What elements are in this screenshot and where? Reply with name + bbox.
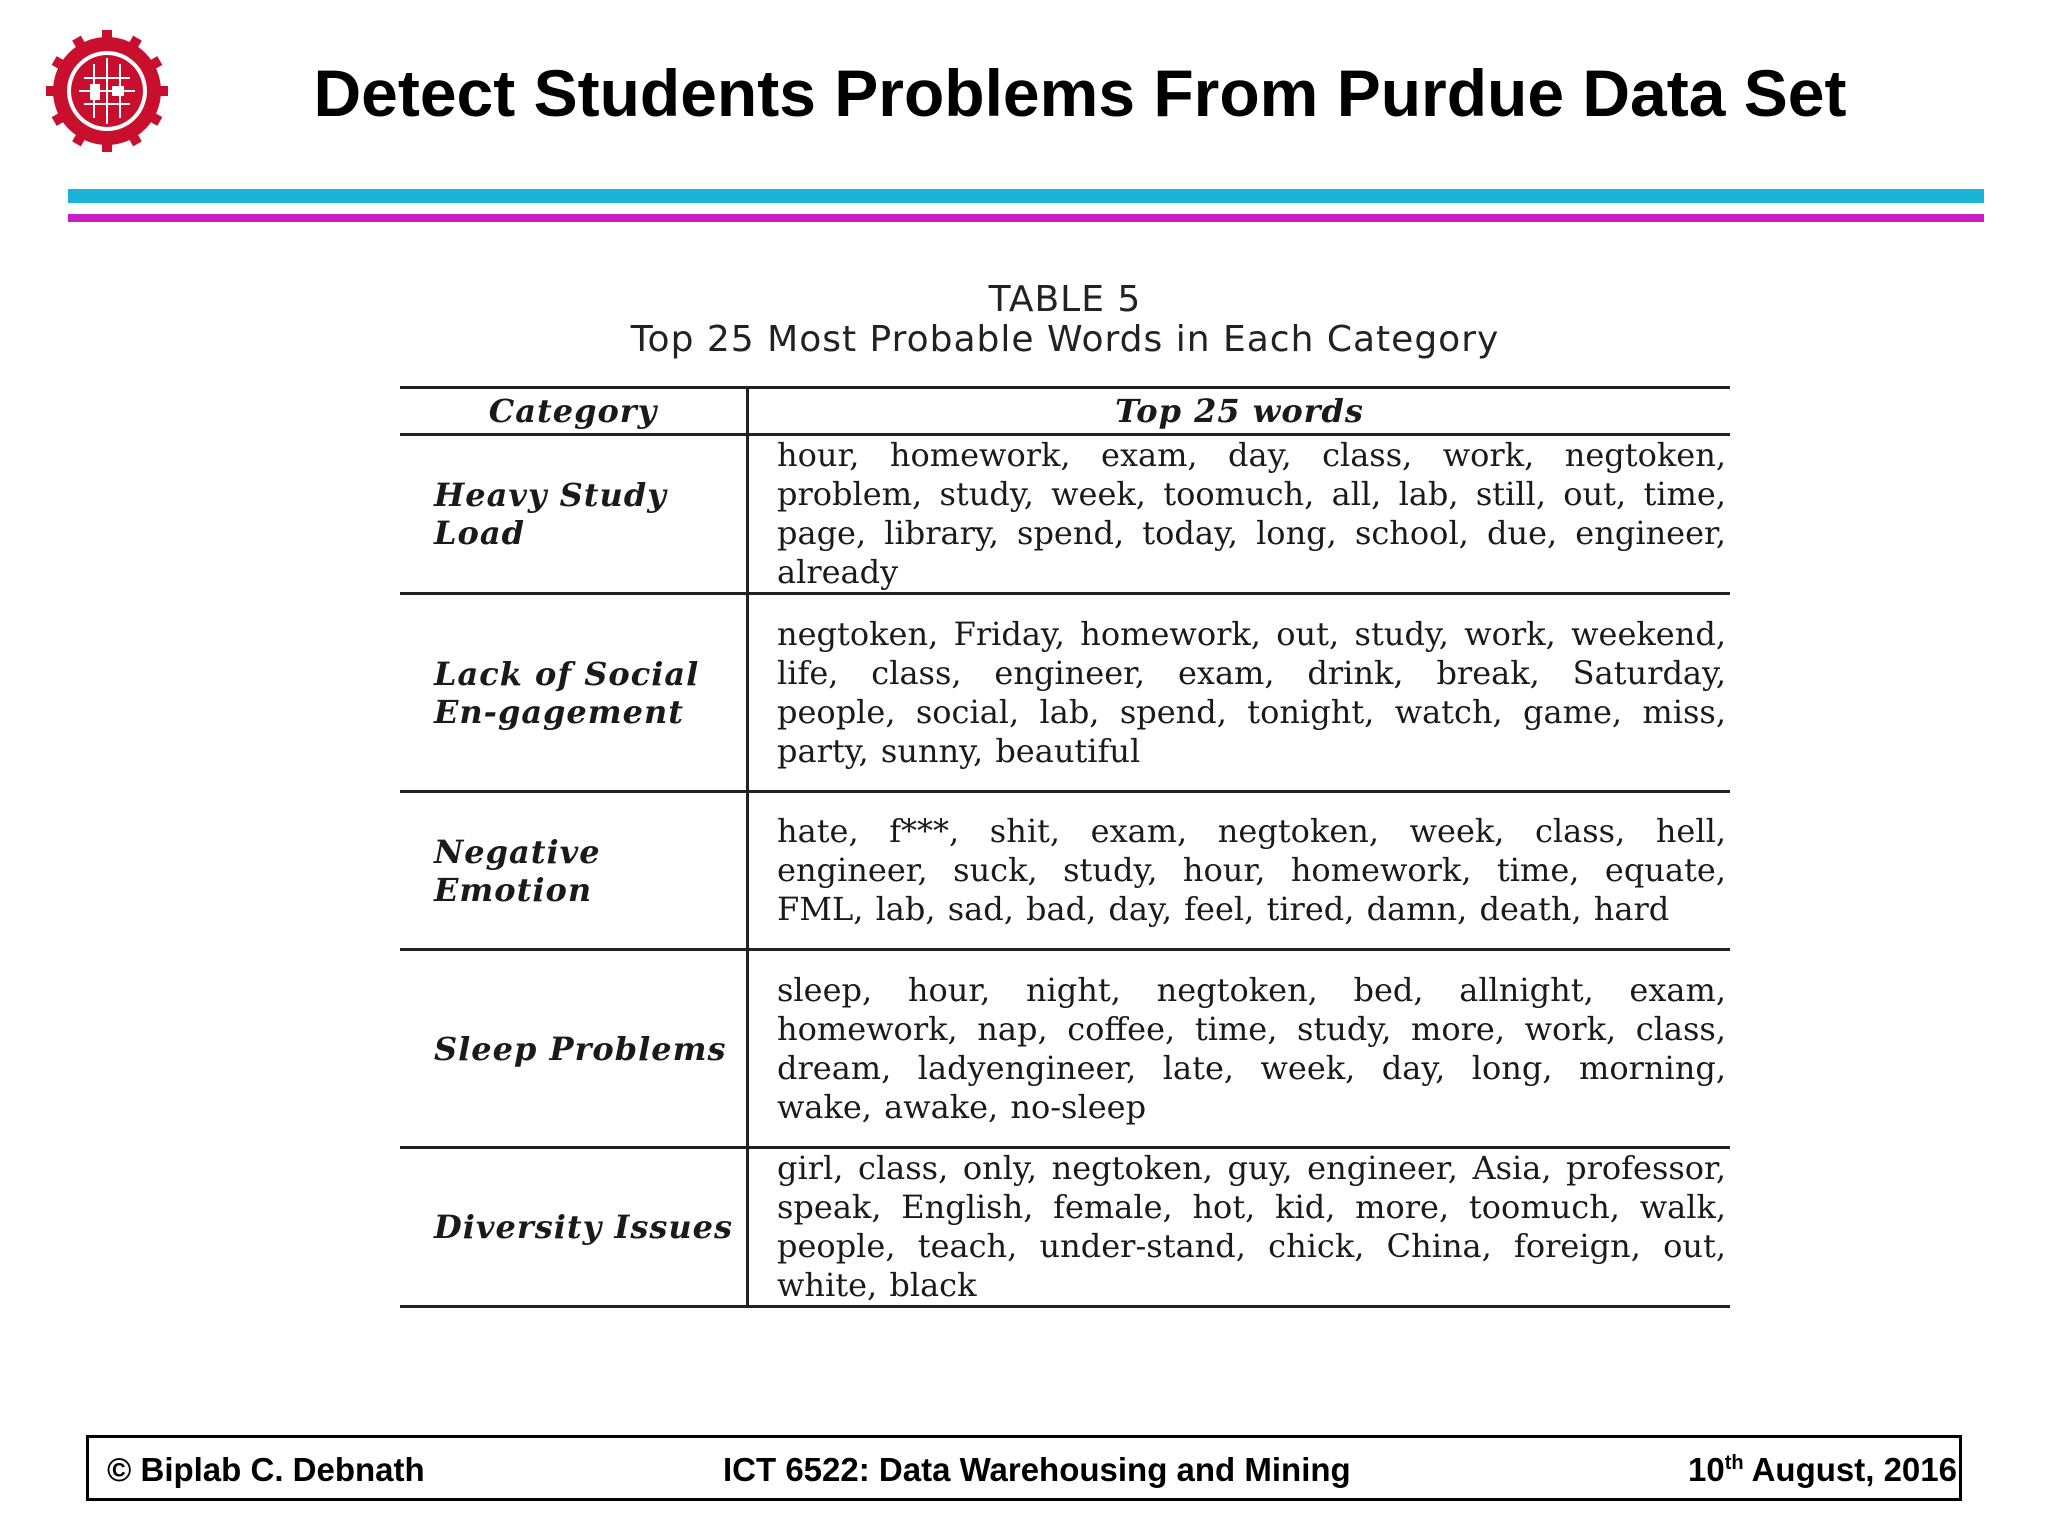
- table-row: [400, 435, 1730, 594]
- row-category: Sleep Problems: [400, 950, 748, 1148]
- table-row: [400, 792, 1730, 950]
- row-category: Lack of Social En-gagement: [400, 594, 748, 792]
- row-words: hate, f***, shit, exam, negtoken, week, class, hell, engineer, suck, study, hour, homework, time, equate, FML, lab, sad, bad, day, feel, tired, damn, death, hard: [748, 792, 1731, 950]
- header-rule-cyan: [68, 189, 1984, 203]
- table-figure: [400, 280, 1730, 1308]
- row-words: hour, homework, exam, day, class, work, negtoken, problem, study, week, toomuch, all, lab, still, out, time, page, library, spend, today, long, school, due, engineer, already: [748, 435, 1731, 594]
- row-words: sleep, hour, night, negtoken, bed, allnight, exam, homework, nap, coffee, time, study, more, work, class, dream, ladyengineer, late, week, day, long, morning, wake, awake, no-sleep: [748, 950, 1731, 1148]
- header-rule-magenta: [68, 214, 1984, 222]
- slide-title: Detect Students Problems From Purdue Data Set: [313, 56, 1847, 130]
- table-row: [400, 950, 1730, 1148]
- table-row: [400, 594, 1730, 792]
- row-category: Diversity Issues: [400, 1148, 748, 1307]
- header-category: Category: [400, 388, 748, 435]
- university-gear-emblem-icon: [44, 28, 170, 154]
- category-words-table: [400, 386, 1730, 1308]
- table-caption-title: Top 25 Most Probable Words in Each Category: [630, 319, 1500, 360]
- slide-footer: [86, 1435, 1962, 1501]
- row-category: Negative Emotion: [400, 792, 748, 950]
- footer-author: © Biplab C. Debnath: [107, 1451, 425, 1488]
- table-row: [400, 1148, 1730, 1307]
- footer-date: [1688, 1451, 1957, 1489]
- footer-course: ICT 6522: Data Warehousing and Mining: [723, 1451, 1351, 1488]
- row-words: girl, class, only, negtoken, guy, engineer, Asia, professor, speak, English, female, hot, kid, more, toomuch, walk, people, teach, under-stand, chick, China, foreign, out, white, black: [748, 1148, 1731, 1307]
- footer-date-day: 10: [1688, 1451, 1725, 1488]
- table-header-row: [400, 388, 1730, 435]
- row-category: Heavy Study Load: [400, 435, 748, 594]
- row-words: negtoken, Friday, homework, out, study, work, weekend, life, class, engineer, exam, drink, break, Saturday, people, social, lab, spend, tonight, watch, game, miss, party, sunny, beautiful: [748, 594, 1731, 792]
- footer-date-suffix: th: [1724, 1452, 1744, 1474]
- footer-date-rest: August, 2016: [1743, 1451, 1957, 1488]
- table-caption-number: TABLE 5: [988, 279, 1142, 320]
- header-top-words: Top 25 words: [748, 388, 1731, 435]
